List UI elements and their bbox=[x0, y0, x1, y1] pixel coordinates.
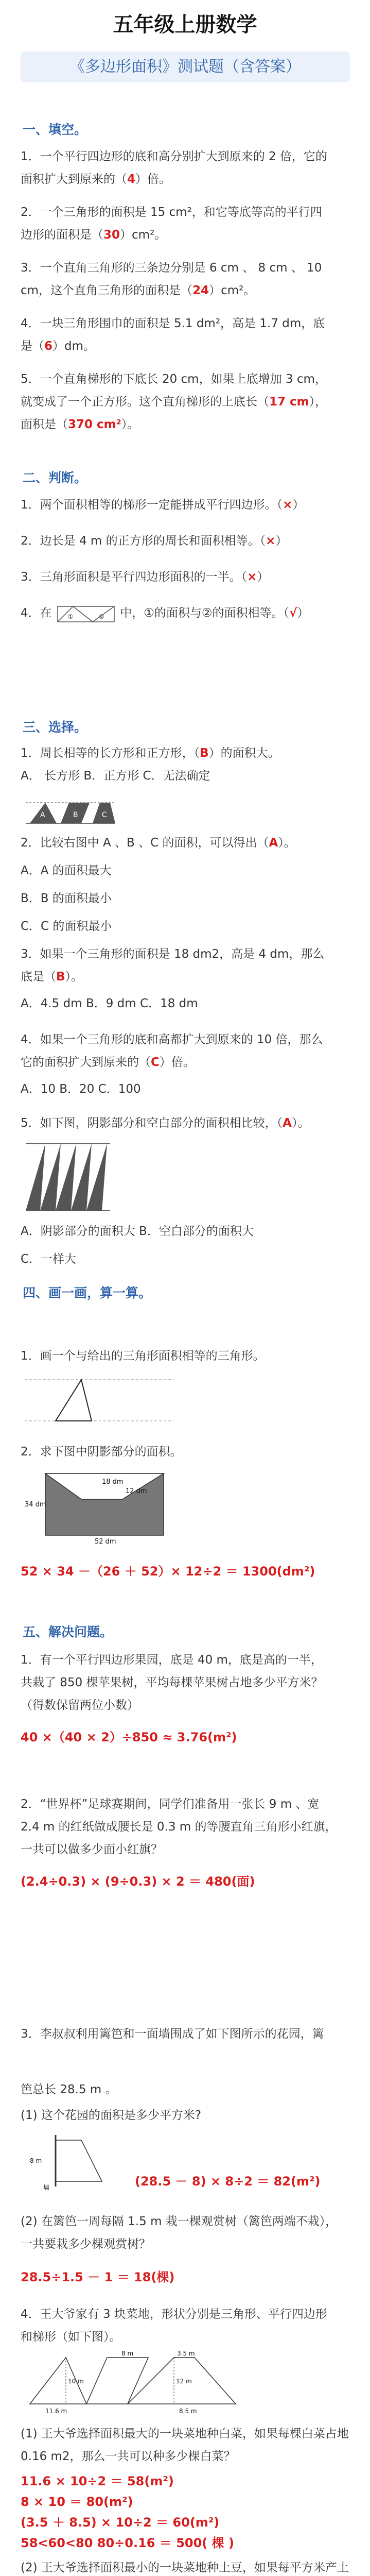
choice-q5-option-c: C．一样大 bbox=[21, 1252, 77, 1266]
fig-8m-label: 8 m bbox=[30, 2157, 42, 2164]
fill-question-4 bbox=[21, 312, 350, 358]
solve-q4-sub1-line2: 0.16 m2，那么一共可以种多少棵白菜？ bbox=[21, 2450, 236, 2463]
section-judge-heading: 二、判断。 bbox=[23, 470, 87, 485]
solve-q4-line2: 和梯形（如下图）。 bbox=[21, 2330, 121, 2344]
fill-q5-answer-2: 370 cm² bbox=[68, 418, 121, 431]
solve-q4-line1: 4．王大爷家有 3 块菜地，形状分别是三角形、平行四边形 bbox=[21, 2308, 327, 2321]
fig-label-A: A bbox=[40, 811, 45, 819]
solve-q3-figure bbox=[25, 2130, 138, 2192]
judge-question-4: 4．在 ① ② 中，①的面积与②的面积相等。（√） bbox=[21, 602, 350, 625]
solve-q3-answer-2: 28.5÷1.5 － 1 ＝ 18(棵) bbox=[21, 2270, 175, 2284]
fig-base2-label: 8.5 m bbox=[179, 2408, 197, 2415]
choice-question-1 bbox=[21, 742, 350, 787]
solve-q3-line1: 3．李叔叔利用篱笆和一面墙围成了如下图所示的花园，篱 bbox=[21, 2027, 324, 2041]
fill-q5-answer: 17 cm bbox=[269, 395, 309, 409]
solve-q3-sub2 bbox=[21, 2210, 350, 2256]
solve-q3-sub1: (1) 这个花园的面积是多少平方米? bbox=[21, 2109, 202, 2122]
judge-question-1: 1．两个面积相等的梯形一定能拼成平行四边形。（×） bbox=[21, 498, 305, 512]
solve-q1-answer: 40 ×（40 × 2）÷850 ≈ 3.76(m²) bbox=[21, 1730, 237, 1744]
fill-q4-line2: 是（6）dm。 bbox=[21, 340, 96, 353]
fig-h2-label: 12 m bbox=[176, 2378, 192, 2385]
solve-question-4 bbox=[21, 2303, 350, 2348]
solve-q1-line2: 共栽了 850 棵苹果树，平均每棵苹果树占地多少平方米？ bbox=[21, 1676, 323, 1689]
solve-question-2 bbox=[21, 1793, 350, 1861]
choice-question-3 bbox=[21, 943, 350, 1015]
choice-question-2 bbox=[21, 832, 350, 938]
choice-q1-options: A． 长方形 B．正方形 C．无法确定 bbox=[21, 769, 210, 783]
fig-h1-label: 10 m bbox=[68, 2378, 84, 2385]
section-choice-heading: 三、选择。 bbox=[23, 720, 87, 735]
fill-q5-line1: 5．一个直角梯形的下底长 20 cm，如果上底增加 3 cm， bbox=[21, 372, 327, 386]
solve-q2-line3: 一共可以做多少面小红旗？ bbox=[21, 1843, 163, 1856]
judge-q4-label-2: ② bbox=[98, 613, 104, 620]
fill-question-5 bbox=[21, 368, 350, 436]
solve-q4-step-3: (3.5 ＋ 8.5) × 10÷2 ＝ 60(m²) bbox=[21, 2515, 220, 2530]
draw-q1-figure bbox=[25, 1375, 179, 1426]
choice-q2-option-b: B．B 的面积最小 bbox=[21, 892, 112, 905]
draw-q2-answer: 52 × 34 －（26 ＋ 52）× 12÷2 ＝ 1300(dm²) bbox=[21, 1564, 315, 1579]
fill-q5-line2: 就变成了一个正方形。这个直角梯形的上底长（17 cm）， bbox=[21, 395, 327, 409]
choice-q5-figure bbox=[25, 1142, 112, 1214]
judge-question-2: 2．边长是 4 m 的正方形的周长和面积相等。（×） bbox=[21, 534, 288, 548]
solve-q3-sub2-line2: 一共要栽多少棵观赏树？ bbox=[21, 2238, 151, 2251]
choice-question-5: 5．如下图，阴影部分和空白部分的面积相比较，（A）。 bbox=[21, 1116, 310, 1130]
fill-q5-line3: 面积是（370 cm²）。 bbox=[21, 418, 139, 431]
choice-q4-options: A．10 B．20 C．100 bbox=[21, 1082, 141, 1096]
choice-q4-line2: 它的面积扩大到原来的（C）倍。 bbox=[21, 1056, 195, 1069]
fill-question-1 bbox=[21, 145, 350, 191]
section-solve-heading: 五、解决问题。 bbox=[23, 1624, 113, 1639]
solve-q4-figure bbox=[25, 2350, 246, 2417]
solve-q2-line2: 2.4 m 的红纸做成腰长是 0.3 m 的等腰直角三角形小红旗， bbox=[21, 1820, 337, 1834]
fig-wall-label: 墙 bbox=[43, 2184, 50, 2191]
judge-q1-answer: × bbox=[283, 498, 293, 512]
choice-q5-options bbox=[21, 1220, 350, 1270]
choice-q1-answer: B bbox=[200, 747, 209, 760]
judge-q4-answer: √ bbox=[289, 606, 297, 620]
section-fill-heading: 一、填空。 bbox=[23, 122, 87, 137]
judge-question-3: 3．三角形面积是平行四边形面积的一半。（×） bbox=[21, 570, 269, 584]
choice-q3-options: A．4.5 dm B．9 dm C．18 dm bbox=[21, 997, 198, 1010]
solve-q3-line2: 笆总长 28.5 m 。 bbox=[21, 2083, 117, 2096]
fill-q3-line2: cm，这个直角三角形的面积是（24）cm²。 bbox=[21, 284, 256, 297]
choice-q1-stem: 1．周长相等的长方形和正方形，（B）的面积大。 bbox=[21, 747, 280, 760]
fig-label-C: C bbox=[102, 811, 107, 819]
fill-question-2 bbox=[21, 201, 350, 246]
solve-q3-answer-1: (28.5 － 8) × 8÷2 ＝ 82(m²) bbox=[135, 2174, 321, 2189]
solve-q4-sub1 bbox=[21, 2422, 350, 2468]
solve-q3-sub2-line1: (2) 在篱笆一周每隔 1.5 m 栽一棵观赏树（篱笆两端不栽）， bbox=[21, 2215, 338, 2228]
fig-left-label: 34 dm bbox=[25, 1501, 46, 1509]
fill-q1-line1: 1．一个平行四边形的底和高分别扩大到原来的 2 倍，它的 bbox=[21, 150, 327, 163]
choice-question-4 bbox=[21, 1028, 350, 1100]
solve-q2-answer: (2.4÷0.3) × (9÷0.3) × 2 ＝ 480(面) bbox=[21, 1874, 255, 1889]
fill-q4-line1: 4．一块三角形围巾的面积是 5.1 dm²，高是 1.7 dm，底 bbox=[21, 317, 325, 330]
fill-question-3 bbox=[21, 257, 350, 302]
solve-q4-steps bbox=[21, 2471, 350, 2553]
section-draw-heading: 四、画一画，算一算。 bbox=[23, 1285, 152, 1300]
fill-q4-answer: 6 bbox=[44, 340, 53, 353]
fig-side-label: 12 dm bbox=[126, 1487, 147, 1495]
choice-q2-option-a: A．A 的面积最大 bbox=[21, 864, 112, 877]
choice-q4-answer: C bbox=[151, 1056, 160, 1069]
draw-q2-figure bbox=[25, 1468, 179, 1546]
solve-q4-step-1: 11.6 × 10÷2 ＝ 58(m²) bbox=[21, 2474, 174, 2488]
fill-q3-answer: 24 bbox=[192, 284, 209, 297]
choice-q4-line1: 4．如果一个三角形的底和高都扩大到原来的 10 倍，那么 bbox=[21, 1033, 323, 1046]
solve-q1-line1: 1．有一个平行四边形果园，底是 40 m，底是高的一半， bbox=[21, 1653, 323, 1667]
fill-q2-line2: 边形的面积是（30）cm²。 bbox=[21, 228, 167, 242]
fig-label-B: B bbox=[73, 811, 78, 819]
judge-q4-figure bbox=[56, 602, 116, 625]
choice-q3-answer: B bbox=[56, 970, 65, 984]
choice-q2-option-c: C．C 的面积最小 bbox=[21, 920, 112, 933]
page-subtitle: 《多边形面积》测试题（含答案） bbox=[21, 52, 350, 82]
solve-q4-sub1-line1: (1) 王大爷选择面积最大的一块菜地种白菜，如果每棵白菜占地 bbox=[21, 2427, 349, 2441]
fig-base1-label: 11.6 m bbox=[45, 2408, 67, 2415]
fig-top-label: 18 dm bbox=[102, 1478, 124, 1486]
fill-q2-line1: 2．一个三角形的面积是 15 cm²，和它等底等高的平行四 bbox=[21, 206, 322, 219]
choice-q5-option-ab: A．阴影部分的面积大 B．空白部分的面积大 bbox=[21, 1225, 254, 1238]
choice-q2-answer: A bbox=[269, 836, 278, 850]
solve-q4-step-2: 8 × 10 ＝ 80(m²) bbox=[21, 2495, 133, 2509]
solve-q4-step-4: 58<60<80 80÷0.16 ＝ 500( 棵 ) bbox=[21, 2536, 234, 2550]
judge-q2-answer: × bbox=[266, 534, 276, 548]
choice-q5-answer: A bbox=[283, 1116, 292, 1130]
solve-q4-sub2-line1: (2) 王大爷选择面积最小的一块菜地种土豆，如果每平方米产土 bbox=[21, 2561, 349, 2574]
solve-q2-line1: 2．“世界杯”足球赛期间，同学们准备用一张长 9 m 、宽 bbox=[21, 1798, 320, 1811]
fill-q1-line2: 面积扩大到原来的（4）倍。 bbox=[21, 173, 171, 186]
fig-bottom-label: 52 dm bbox=[95, 1538, 116, 1546]
page-title: 五年级上册数学 bbox=[113, 13, 257, 37]
choice-q2-figure bbox=[25, 798, 117, 828]
solve-q4-sub2 bbox=[21, 2556, 350, 2576]
choice-q2-stem: 2．比较右图中 A 、B 、C 的面积，可以得出（A）。 bbox=[21, 836, 296, 850]
solve-question-1 bbox=[21, 1649, 350, 1717]
fill-q1-answer: 4 bbox=[127, 173, 136, 186]
draw-question-2: 2．求下图中阴影部分的面积。 bbox=[21, 1445, 182, 1459]
fig-top1-label: 8 m bbox=[121, 2350, 134, 2357]
choice-q3-line2: 底是（B）。 bbox=[21, 970, 83, 984]
fig-top2-label: 3.5 m bbox=[177, 2350, 195, 2357]
fill-q3-line1: 3．一个直角三角形的三条边分别是 6 cm 、 8 cm 、 10 bbox=[21, 261, 322, 275]
fill-q2-answer: 30 bbox=[103, 228, 120, 242]
draw-question-1: 1．画一个与给出的三角形面积相等的三角形。 bbox=[21, 1349, 265, 1363]
judge-q4-label-1: ① bbox=[67, 613, 74, 620]
choice-q3-line1: 3．如果一个三角形的面积是 18 dm2，高是 4 dm，那么 bbox=[21, 947, 325, 961]
solve-q1-line3: （得数保留两位小数） bbox=[21, 1699, 139, 1712]
judge-q3-answer: × bbox=[247, 570, 257, 584]
